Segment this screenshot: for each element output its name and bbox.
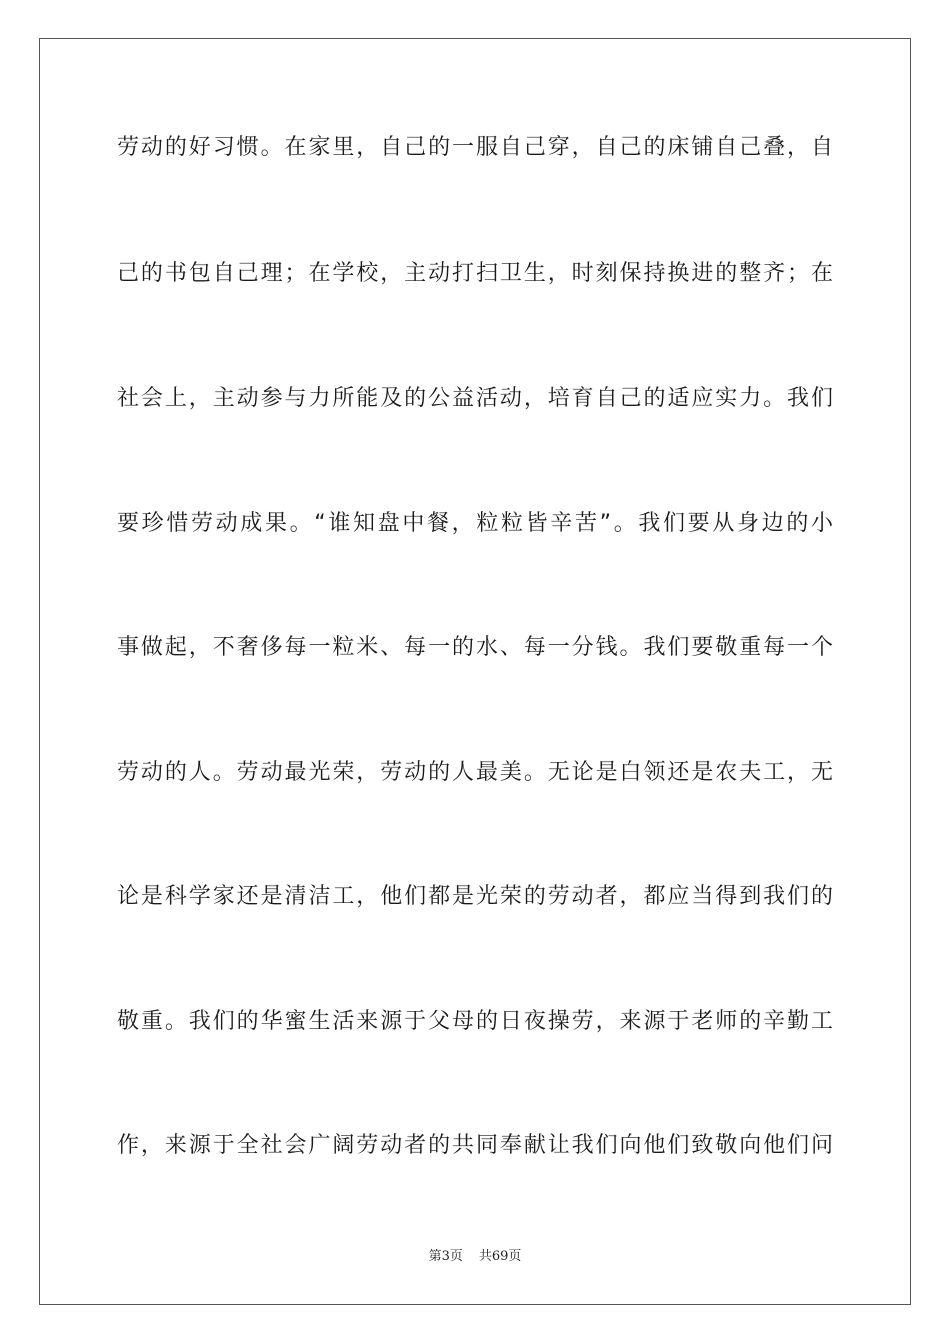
body-text-line-8: 敬重。我们的华蜜生活来源于父母的日夜操劳，来源于老师的辛勤工	[117, 1009, 833, 1034]
body-text-line-1: 劳动的好习惯。在家里，自己的一服自己穿，自己的床铺自己叠，自	[117, 135, 833, 160]
body-text-line-6: 劳动的人。劳动最光荣，劳动的人最美。无论是白领还是农夫工，无	[117, 760, 833, 785]
page-footer	[0, 1248, 950, 1266]
page-frame	[39, 38, 911, 1305]
page-total: 共69页	[478, 1249, 522, 1264]
body-text-line-4: 要珍惜劳动成果。“谁知盘中餐，粒粒皆辛苦”。我们要从身边的小	[117, 511, 833, 536]
page-number: 第3页	[428, 1249, 463, 1264]
body-text-line-2: 己的书包自己理；在学校，主动打扫卫生，时刻保持换进的整齐；在	[117, 261, 833, 286]
body-text-line-3: 社会上，主动参与力所能及的公益活动，培育自己的适应实力。我们	[117, 386, 833, 411]
body-text-line-9: 作，来源于全社会广阔劳动者的共同奉献让我们向他们致敬向他们问	[117, 1133, 833, 1158]
body-text-line-7: 论是科学家还是清洁工，他们都是光荣的劳动者，都应当得到我们的	[117, 884, 833, 909]
body-text-line-5: 事做起，不奢侈每一粒米、每一的水、每一分钱。我们要敬重每一个	[117, 635, 833, 660]
